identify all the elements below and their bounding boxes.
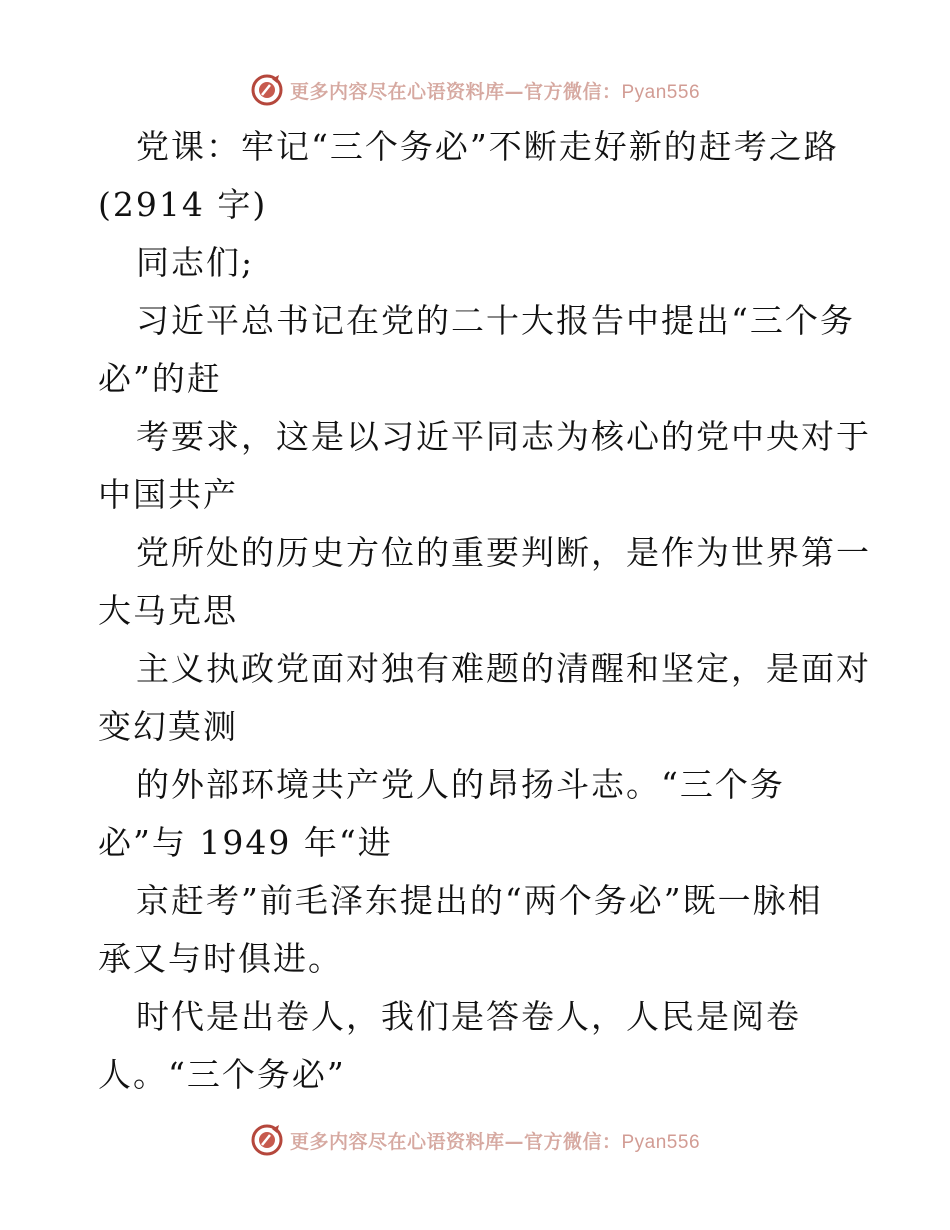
watermark-text [290,77,700,104]
text-line: 同志们; [136,243,255,282]
watermark-caption: 更多内容尽在心语资料库—官方微信： [289,1130,622,1153]
text-line: (2914 字) [98,185,268,224]
text-line: 党课：牢记“三个务必”不断走好新的赶考之路 [136,127,839,166]
text-line: 大马克思 [98,591,238,630]
text-line: 党所处的历史方位的重要判断，是作为世界第一 [136,533,871,572]
text-line: 的外部环境共产党人的昂扬斗志。“三个务 [136,765,785,804]
watermark-text [290,1127,700,1154]
watermark-caption: 更多内容尽在心语资料库—官方微信： [289,80,622,103]
text-line: 习近平总书记在党的二十大报告中提出“三个务 [136,301,855,340]
text-line: 主义执政党面对独有难题的清醒和坚定，是面对 [136,649,871,688]
pen-seal-icon [250,1123,284,1157]
text-line: 必”与 1949 年“进 [98,823,393,862]
text-line: 考要求，这是以习近平同志为核心的党中央对于 [136,417,871,456]
text-line: 必”的赶 [98,359,222,398]
text-line: 京赶考”前毛泽东提出的“两个务必”既一脉相 [136,881,823,920]
text-line: 变幻莫测 [98,707,238,746]
header-watermark [0,70,950,110]
text-line: 中国共产 [98,475,238,514]
watermark-wechat-id: Pyan556 [621,81,701,103]
text-line: 承又与时俱进。 [98,939,343,978]
footer-watermark [0,1120,950,1160]
text-line: 人。“三个务必” [98,1055,346,1094]
text-line: 时代是出卷人，我们是答卷人，人民是阅卷 [136,997,801,1036]
watermark-wechat-id: Pyan556 [621,1131,701,1153]
pen-seal-icon [250,73,284,107]
document-body [98,118,871,1104]
